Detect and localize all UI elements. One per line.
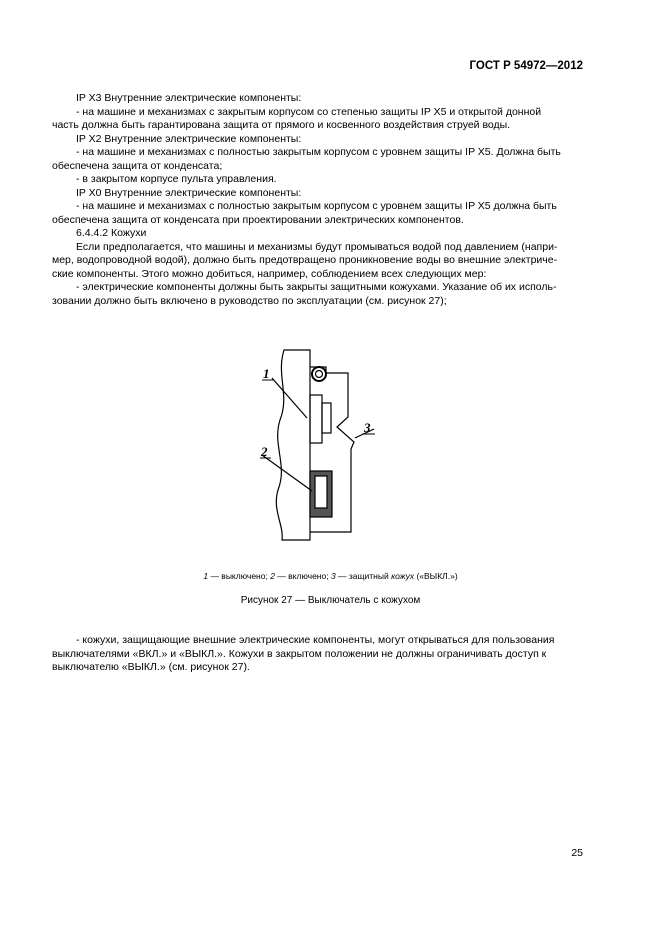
figure-label-2: 2: [261, 444, 268, 459]
text-line: - на машине и механизмах с закрытым корпусом со степенью защиты IP X5 и открытой донной: [76, 105, 542, 118]
legend-text-italic: кожух: [391, 571, 415, 581]
text-line: выключателю «ВЫКЛ.» (см. рисунок 27).: [52, 661, 250, 673]
text-line: IP X3 Внутренние электрические компоненты:: [76, 92, 302, 104]
figure-label-3: 3: [364, 420, 371, 435]
legend-text-4: («ВЫКЛ.»): [414, 571, 458, 581]
text-line: - на машине и механизмах с полностью закрытым корпусом с уровнем защиты IP X5 должна быть: [76, 200, 557, 212]
text-line: - кожухи, защищающие внешние электрические компоненты, могут открываться для пользования: [76, 634, 555, 646]
switch-with-cover-figure: [240, 345, 400, 545]
figure-legend: [0, 571, 661, 581]
document-header: ГОСТ Р 54972—2012: [469, 60, 583, 72]
text-line: обеспечена защита от конденсата при проектировании электрических компонентов.: [52, 213, 464, 226]
legend-num-1: 1: [203, 571, 209, 581]
text-line: зовании должно быть включено в руководство по эксплуатации (см. рисунок 27);: [52, 294, 447, 307]
figure-caption: Рисунок 27 — Выключатель с кожухом: [240, 595, 421, 606]
text-line: мер, водопроводной водой), должно быть предотвращено проникновение воды во внешние электриче-: [52, 254, 558, 266]
text-line: IP X2 Внутренние электрические компоненты:: [76, 132, 302, 145]
text-block-bottom: [52, 634, 583, 675]
legend-text-2: — включено;: [274, 571, 331, 581]
section-heading: 6.4.4.2 Кожухи: [76, 227, 147, 239]
figure-label-1: 1: [263, 366, 270, 381]
text-line: часть должна быть гарантирована защита от прямого и косвенного воздействия струей воды.: [52, 119, 511, 131]
legend-num-3: 3: [330, 571, 336, 581]
text-line: IP X0 Внутренние электрические компоненты:: [76, 186, 302, 199]
legend-text-3: — защитный: [335, 571, 392, 581]
text-line: - в закрытом корпусе пульта управления.: [76, 173, 277, 185]
text-line: - электрические компоненты должны быть закрыты защитными кожухами. Указание об их исполь-: [76, 281, 557, 293]
text-line: обеспечена защита от конденсата;: [52, 159, 223, 172]
page-number: 25: [571, 847, 583, 859]
legend-num-2: 2: [270, 571, 275, 581]
text-line: Если предполагается, что машины и механизмы будут промываться водой под давлением (напри-: [76, 240, 558, 253]
text-line: - на машине и механизмах с полностью закрытым корпусом с уровнем защиты IP X5. Должна быть: [76, 146, 561, 158]
text-line: ские компоненты. Этого можно добиться, например, соблюдением всех следующих мер:: [52, 267, 487, 280]
text-line: выключателями «ВКЛ.» и «ВЫКЛ.». Кожухи в закрытом положении не должны ограничивать доступ к: [52, 647, 547, 660]
text-block-top: [52, 92, 583, 308]
legend-text-1: — выключено;: [208, 571, 271, 581]
